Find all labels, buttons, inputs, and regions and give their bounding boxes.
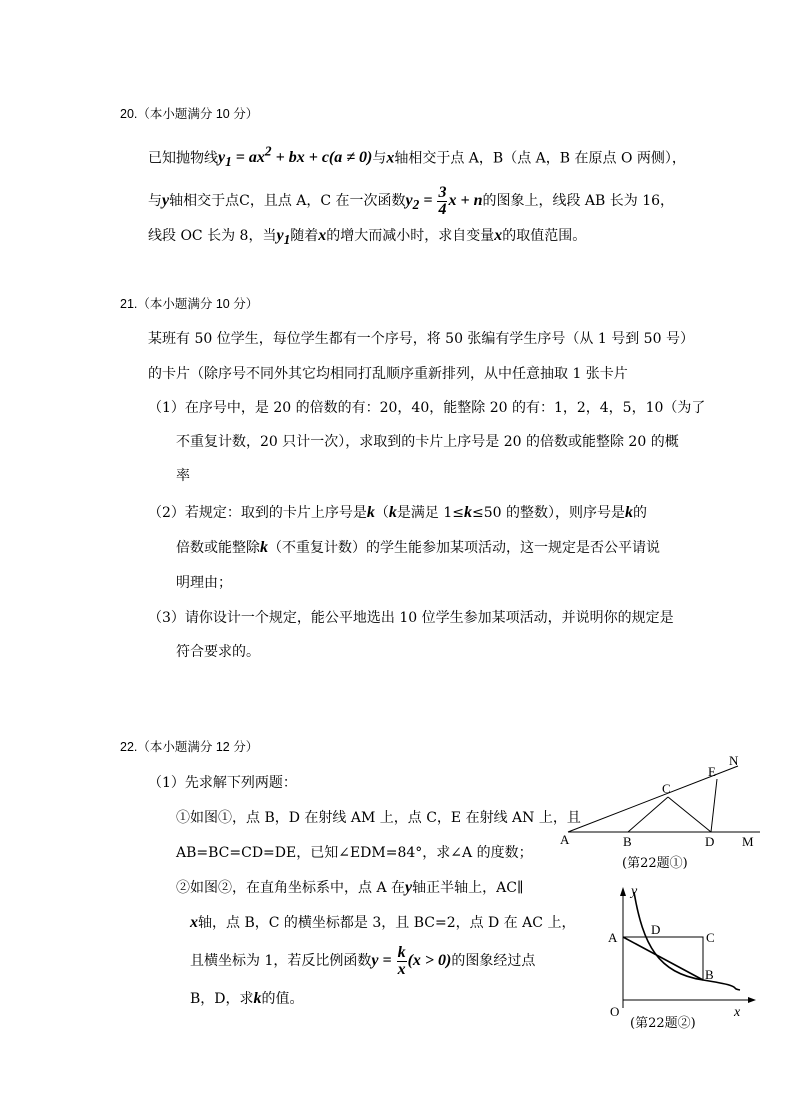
q22-b-line1: ②如图②，在直角坐标系中，点 A 在y轴正半轴上，AC∥: [176, 879, 524, 896]
fraction: $\frac{k}{x}$: [397, 943, 406, 978]
q22-intro: （1）先求解下列两题：: [148, 775, 297, 791]
q21-line2: 的卡片（除序号不同外其它均相同打乱顺序重新排列，从中任意抽取 1 张卡片: [148, 366, 628, 382]
segment-cd: [668, 797, 711, 832]
q20-linear-eq: $y_2$ = $\frac{3}{4}$ x + n: [405, 183, 483, 218]
q21-part2-line1: （2）若规定：取到的卡片上序号是k（k是满足 1≤k≤50 的整数），则序号是k的: [148, 504, 648, 521]
figure-1-caption: (第22题①): [622, 856, 688, 871]
q21-part2-line2: 倍数或能整除k（不重复计数）的学生能参加某项活动，这一规定是否公平请说: [176, 539, 660, 556]
q22-b-line4: B，D，求k的值。: [190, 990, 304, 1007]
q22-inverse-eq: y = $\frac{k}{x}$ (x > 0): [371, 943, 452, 978]
q22-b-line2: x轴，点 B，C 的横坐标都是 3，且 BC=2，点 D 在 AC 上，: [190, 914, 576, 931]
label-a: A: [608, 930, 618, 945]
q22-b-line3: 且横坐标为 1，若反比例函数y = $\frac{k}{x}$ (x > 0)的图象经过点: [190, 943, 536, 978]
figure-2-diagram: [598, 880, 758, 1020]
q20-line3: 线段 OC 长为 8，当$y_1$随着x的增大而减小时，求自变量x的取值范围。: [148, 227, 587, 248]
label-n: N: [729, 753, 739, 768]
figure-1-diagram: [555, 752, 770, 852]
q22-header: 22.（本小题满分 12 分）: [120, 740, 259, 754]
q21-line1: 某班有 50 位学生，每位学生都有一个序号，将 50 张编有学生序号（从 1 号到 50 号）: [148, 331, 694, 347]
label-x-axis: x: [734, 1005, 741, 1020]
segment-de: [711, 779, 717, 832]
q21-part1-line1: （1）在序号中，是 20 的倍数的有：20，40，能整除 20 的有：1，2，4，5，10（为了: [148, 400, 706, 416]
segment-bc: [628, 797, 668, 832]
segment-ab: [623, 937, 703, 980]
q20-parabola-eq: $y_1 = ax^2$ + bx + c(a ≠ 0): [218, 144, 373, 170]
y-axis-arrow: [620, 887, 626, 896]
q21-part3-line2: 符合要求的。: [176, 644, 260, 660]
q21-part1-line3: 率: [176, 468, 190, 484]
hyperbola-curve: [634, 892, 740, 990]
q21-part1-line2: 不重复计数，20 只计一次），求取到的卡片上序号是 20 的倍数或能整除 20 的概: [176, 434, 679, 450]
label-b: B: [705, 967, 714, 982]
label-d: D: [651, 922, 661, 937]
q20-line2: 与y轴相交于点C，且点 A，C 在一次函数$y_2$ = $\frac{3}{4}$ x + n的图象上，线段 AB 长为 16，: [148, 183, 675, 218]
label-e: E: [708, 764, 716, 779]
label-c: C: [706, 930, 715, 945]
label-b: B: [623, 834, 632, 849]
fraction: $\frac{3}{4}$: [438, 183, 447, 218]
x-axis-arrow: [748, 997, 756, 1003]
q20-line1: 已知抛物线$y_1 = ax^2$ + bx + c(a ≠ 0)与x轴相交于点 A，B（点 A，B 在原点 O 两侧），: [148, 144, 686, 170]
label-y-axis: y: [631, 884, 638, 899]
label-d: D: [705, 834, 715, 849]
q21-part3-line1: （3）请你设计一个规定，能公平地选出 10 位学生参加某项活动，并说明你的规定是: [148, 610, 674, 626]
figure-2-caption: (第22题②): [630, 1016, 696, 1031]
label-c: C: [662, 781, 671, 796]
label-m: M: [742, 834, 754, 849]
q20-header: 20.（本小题满分 10 分）: [120, 107, 259, 121]
q22-a-line1: ①如图①，点 B，D 在射线 AM 上，点 C，E 在射线 AN 上，且: [176, 810, 581, 826]
q21-header: 21.（本小题满分 10 分）: [120, 297, 259, 311]
label-origin: O: [610, 1004, 620, 1019]
label-a: A: [560, 832, 570, 847]
q22-a-line2: AB=BC=CD=DE，已知∠EDM=84°，求∠A 的度数；: [176, 845, 533, 861]
q21-part2-line3: 明理由；: [176, 575, 232, 591]
